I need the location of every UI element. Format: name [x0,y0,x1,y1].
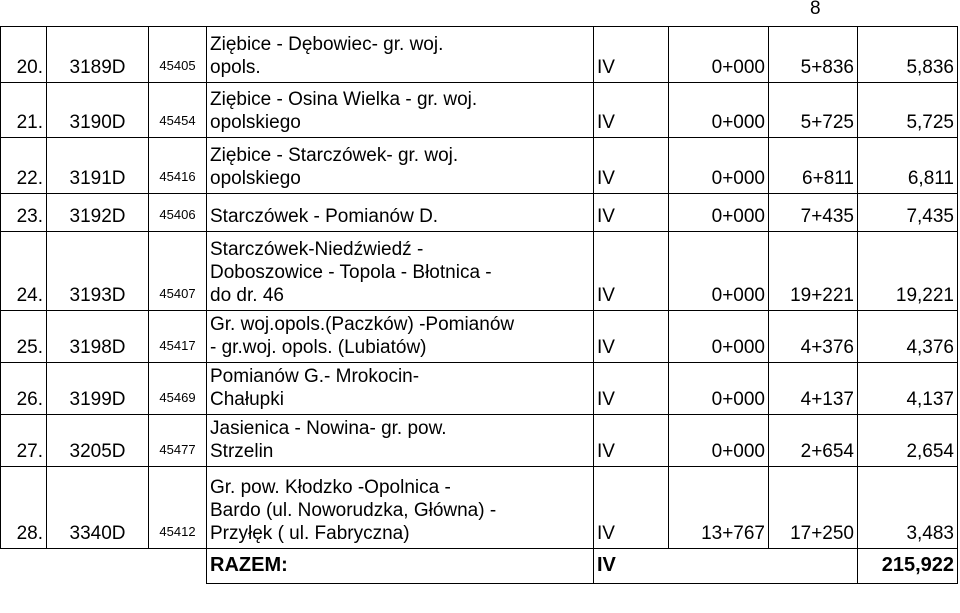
road-length: 5,725 [858,83,958,138]
road-class: IV [594,415,669,467]
road-code: 45469 [149,363,207,415]
road-length: 6,811 [858,138,958,194]
road-length: 7,435 [858,194,958,232]
road-code: 45477 [149,415,207,467]
km-from: 13+767 [669,467,769,549]
row-number: 27. [1,415,47,467]
km-to: 5+725 [769,83,858,138]
road-name: Gr. woj.opols.(Paczków) -Pomianów - gr.woj. opols. (Lubiatów) [207,311,594,363]
total-gap-cell [669,549,858,584]
roads-table [0,26,958,584]
km-from: 0+000 [669,415,769,467]
row-number: 28. [1,467,47,549]
road-class: IV [594,83,669,138]
row-number: 21. [1,83,47,138]
road-class: IV [594,467,669,549]
km-to: 5+836 [769,27,858,83]
road-class: IV [594,138,669,194]
road-class: IV [594,363,669,415]
km-to: 4+137 [769,363,858,415]
total-row [1,549,958,584]
km-from: 0+000 [669,194,769,232]
road-class: IV [594,232,669,311]
road-name: Pomianów G.- Mrokocin- Chałupki [207,363,594,415]
row-number: 25. [1,311,47,363]
road-class: IV [594,27,669,83]
road-class: IV [594,194,669,232]
road-name: Starczówek-Niedźwiedź - Doboszowice - Topola - Błotnica - do dr. 46 [207,232,594,311]
table-row [1,311,958,363]
km-from: 0+000 [669,311,769,363]
road-code: 45412 [149,467,207,549]
road-number: 3189D [47,27,149,83]
road-name: Ziębice - Osina Wielka - gr. woj. opolskiego [207,83,594,138]
road-code: 45454 [149,83,207,138]
road-number: 3205D [47,415,149,467]
km-from: 0+000 [669,138,769,194]
road-length: 4,376 [858,311,958,363]
table-row [1,415,958,467]
km-from: 0+000 [669,232,769,311]
km-to: 6+811 [769,138,858,194]
km-from: 0+000 [669,363,769,415]
road-length: 5,836 [858,27,958,83]
km-from: 0+000 [669,27,769,83]
km-to: 4+376 [769,311,858,363]
road-code: 45417 [149,311,207,363]
table-row [1,467,958,549]
road-number: 3190D [47,83,149,138]
table-row [1,27,958,83]
row-number: 26. [1,363,47,415]
road-name: Jasienica - Nowina- gr. pow. Strzelin [207,415,594,467]
table-row [1,138,958,194]
row-number: 20. [1,27,47,83]
table-row [1,363,958,415]
total-blank-cell [1,549,207,584]
road-number: 3193D [47,232,149,311]
km-to: 7+435 [769,194,858,232]
total-label: RAZEM: [207,549,594,584]
road-number: 3192D [47,194,149,232]
table-row [1,83,958,138]
road-length: 2,654 [858,415,958,467]
page-number: 8 [810,0,821,19]
table-row [1,194,958,232]
road-code: 45406 [149,194,207,232]
km-to: 2+654 [769,415,858,467]
road-name: Starczówek - Pomianów D. [207,194,594,232]
km-to: 19+221 [769,232,858,311]
table-row [1,232,958,311]
road-length: 3,483 [858,467,958,549]
road-code: 45416 [149,138,207,194]
road-code: 45405 [149,27,207,83]
road-number: 3191D [47,138,149,194]
road-number: 3198D [47,311,149,363]
road-length: 4,137 [858,363,958,415]
road-number: 3340D [47,467,149,549]
row-number: 23. [1,194,47,232]
road-code: 45407 [149,232,207,311]
km-from: 0+000 [669,83,769,138]
km-to: 17+250 [769,467,858,549]
road-class: IV [594,311,669,363]
total-length: 215,922 [858,549,958,584]
row-number: 24. [1,232,47,311]
row-number: 22. [1,138,47,194]
road-length: 19,221 [858,232,958,311]
road-name: Ziębice - Dębowiec- gr. woj. opols. [207,27,594,83]
road-number: 3199D [47,363,149,415]
total-class: IV [594,549,669,584]
road-name: Ziębice - Starczówek- gr. woj. opolskiego [207,138,594,194]
road-name: Gr. pow. Kłodzko -Opolnica - Bardo (ul. Noworudzka, Główna) - Przyłęk ( ul. Fabryczna) [207,467,594,549]
table-body [1,27,958,584]
